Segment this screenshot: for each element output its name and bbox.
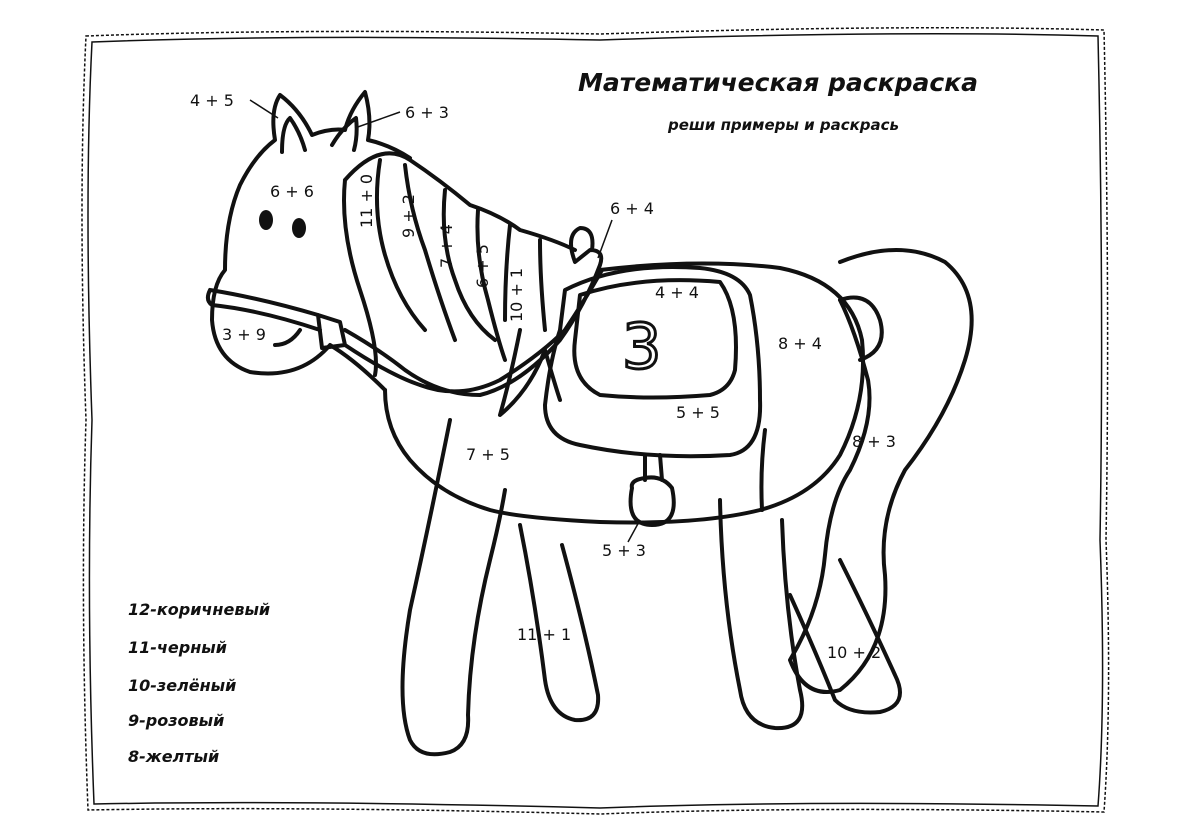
horse-eye-left <box>259 210 273 230</box>
saddle-number: 3 <box>622 310 662 383</box>
example-forehead: 6 + 6 <box>270 182 314 201</box>
page-title: Математическая раскраска <box>578 68 979 97</box>
example-stirrup: 5 + 3 <box>602 541 646 560</box>
legend-item-10: 10-зелёный <box>128 676 237 695</box>
example-front-leg: 11 + 1 <box>517 625 572 644</box>
horse-eye-right <box>292 218 306 238</box>
horse-tail <box>790 250 972 692</box>
example-chest: 7 + 5 <box>466 445 510 464</box>
example-mane-1: 11 + 0 <box>357 173 376 228</box>
example-mane-2: 9 + 2 <box>399 194 418 238</box>
paper-border <box>82 28 1109 814</box>
example-mane-4: 6 + 5 <box>473 244 492 288</box>
legend-item-11: 11-черный <box>128 638 227 657</box>
example-mane-5: 10 + 1 <box>507 267 526 322</box>
example-bridle: 6 + 4 <box>610 199 654 218</box>
example-rump: 8 + 4 <box>778 334 822 353</box>
example-saddle-bottom: 5 + 5 <box>676 403 720 422</box>
example-muzzle: 3 + 9 <box>222 325 266 344</box>
example-tail: 8 + 3 <box>852 432 896 451</box>
page-subtitle: реши примеры и раскрась <box>668 116 900 134</box>
legend-item-8: 8-желтый <box>128 747 220 766</box>
example-right-ear: 6 + 3 <box>405 103 449 122</box>
example-saddle-top: 4 + 4 <box>655 283 699 302</box>
horse-mane <box>344 153 575 415</box>
horse-stirrup <box>631 455 674 525</box>
example-mane-3: 7 + 4 <box>437 224 456 268</box>
legend-item-9: 9-розовый <box>128 711 225 730</box>
example-back-leg: 10 + 2 <box>827 643 882 662</box>
example-left-ear: 4 + 5 <box>190 91 234 110</box>
legend-item-12: 12-коричневый <box>128 600 271 619</box>
horse-back-leg <box>720 500 802 728</box>
